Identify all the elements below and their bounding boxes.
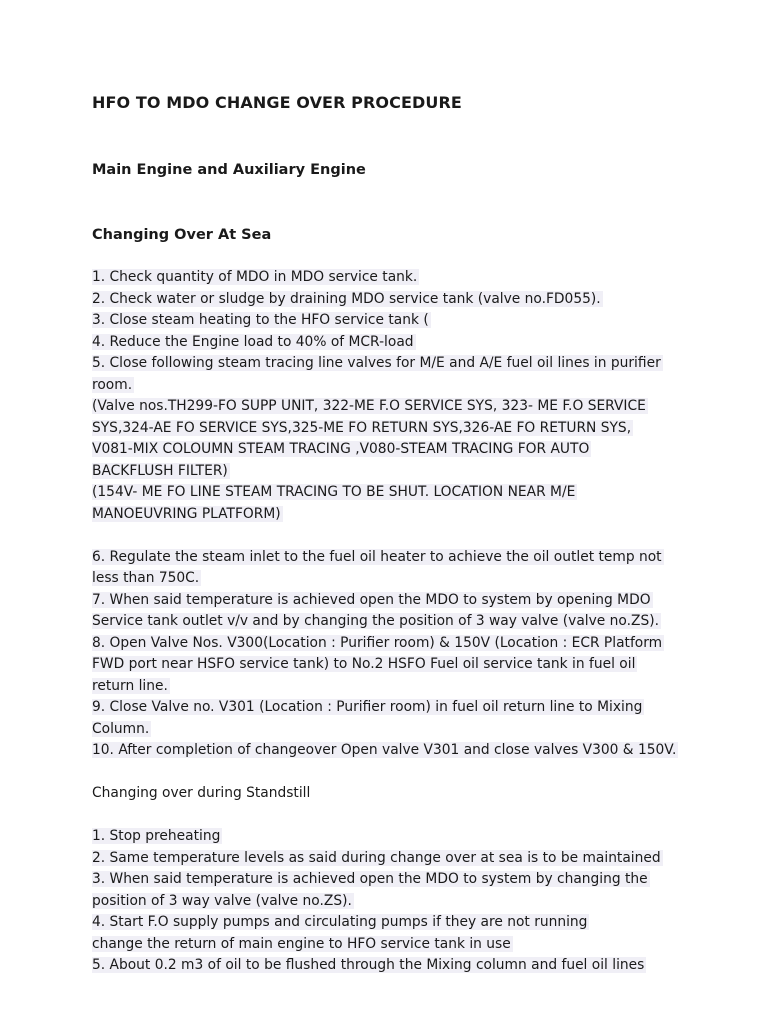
section-heading-standstill: Changing over during Standstill bbox=[92, 785, 311, 801]
text-line: change the return of main engine to HFO service tank in use bbox=[92, 935, 511, 952]
text-line: 1. Stop preheating bbox=[92, 828, 221, 844]
text-line: less than 750C. bbox=[92, 570, 200, 586]
text-line: (Valve nos.TH299-FO SUPP UNIT, 322-ME F.O SERVICE SYS, 323- ME F.O SERVICE bbox=[92, 398, 646, 414]
text-line: Column. bbox=[92, 720, 150, 737]
text-line: 8. Open Valve Nos. V300(Location : Purifier room) & 150V (Location : ECR Platform bbox=[92, 634, 663, 651]
text-line: 6. Regulate the steam inlet to the fuel oil heater to achieve the oil outlet temp not bbox=[92, 548, 662, 565]
text-line: 2. Check water or sludge by draining MDO service tank (valve no.FD055). bbox=[92, 290, 601, 307]
section-heading-at-sea: Changing Over At Sea bbox=[92, 227, 272, 243]
document-title: HFO TO MDO CHANGE OVER PROCEDURE bbox=[92, 93, 462, 112]
text-line: return line. bbox=[92, 677, 168, 694]
blank-line bbox=[92, 762, 678, 784]
procedure-body bbox=[92, 267, 678, 977]
text-line: 10. After completion of changeover Open valve V301 and close valves V300 & 150V. bbox=[92, 742, 677, 758]
text-line: 7. When said temperature is achieved open the MDO to system by opening MDO bbox=[92, 591, 651, 608]
text-line: Service tank outlet v/v and by changing the position of 3 way valve (valve no.ZS). bbox=[92, 613, 659, 629]
text-line: 5. About 0.2 m3 of oil to be flushed through the Mixing column and fuel oil lines bbox=[92, 957, 645, 973]
blank-line bbox=[92, 805, 678, 827]
text-line: BACKFLUSH FILTER) bbox=[92, 462, 228, 479]
text-line: 3. Close steam heating to the HFO service tank ( bbox=[92, 312, 429, 328]
text-line: 3. When said temperature is achieved open the MDO to system by changing the bbox=[92, 871, 648, 887]
text-line: position of 3 way valve (valve no.ZS). bbox=[92, 892, 352, 909]
text-line: 1. Check quantity of MDO in MDO service tank. bbox=[92, 269, 418, 285]
text-line: 9. Close Valve no. V301 (Location : Purifier room) in fuel oil return line to Mixing bbox=[92, 699, 643, 715]
text-line: room. bbox=[92, 376, 133, 393]
text-line: V081-MIX COLOUMN STEAM TRACING ,V080-STEAM TRACING FOR AUTO bbox=[92, 441, 590, 457]
document-subtitle: Main Engine and Auxiliary Engine bbox=[92, 162, 366, 178]
text-line: 4. Start F.O supply pumps and circulating pumps if they are not running bbox=[92, 914, 588, 930]
text-line: SYS,324-AE FO SERVICE SYS,325-ME FO RETURN SYS,326-AE FO RETURN SYS, bbox=[92, 419, 632, 436]
text-line: FWD port near HSFO service tank) to No.2 HSFO Fuel oil service tank in fuel oil bbox=[92, 656, 636, 672]
blank-line bbox=[92, 525, 678, 547]
text-line: 5. Close following steam tracing line valves for M/E and A/E fuel oil lines in purifier bbox=[92, 355, 661, 371]
text-line: MANOEUVRING PLATFORM) bbox=[92, 505, 281, 522]
text-line: 2. Same temperature levels as said during change over at sea is to be maintained bbox=[92, 849, 661, 866]
text-line: 4. Reduce the Engine load to 40% of MCR-load bbox=[92, 333, 414, 350]
text-line: (154V- ME FO LINE STEAM TRACING TO BE SHUT. LOCATION NEAR M/E bbox=[92, 484, 576, 500]
